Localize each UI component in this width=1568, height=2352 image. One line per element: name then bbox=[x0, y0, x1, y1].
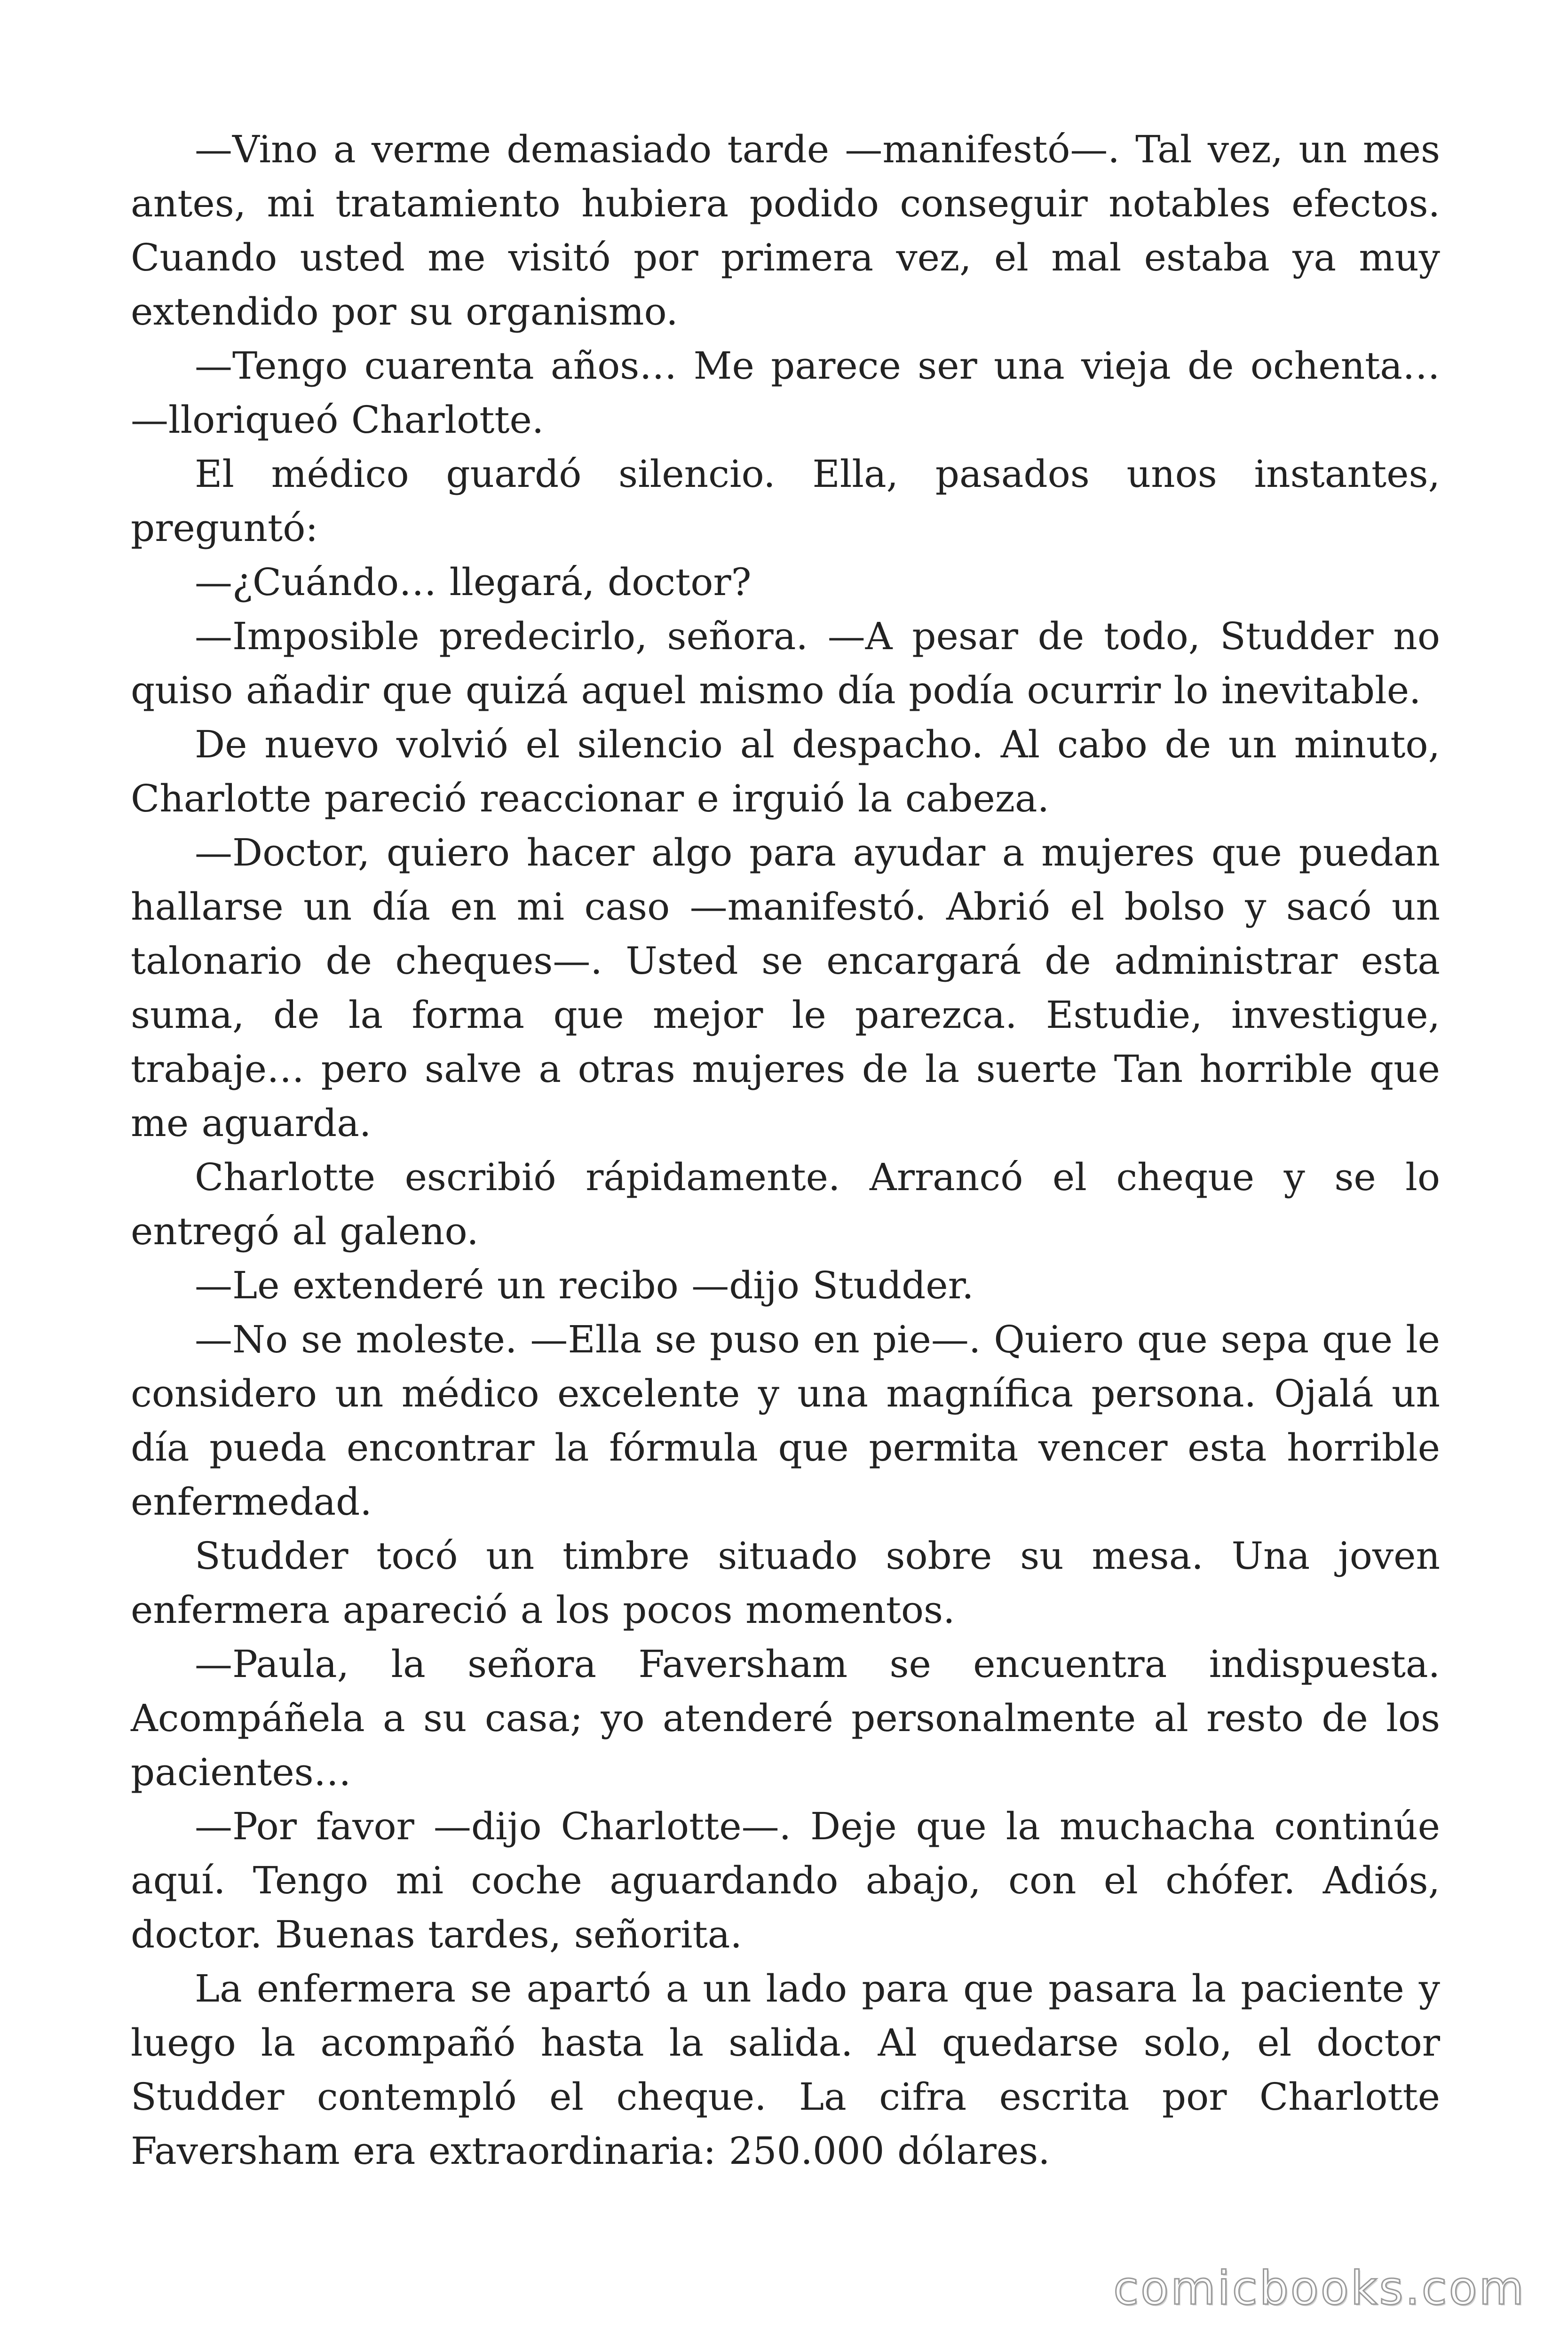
watermark: comicbooks.com bbox=[1113, 2262, 1526, 2315]
paragraph-8: Charlotte escribió rápidamente. Arrancó el cheque y se lo entregó al galeno. bbox=[131, 1155, 1440, 1253]
paragraph-12: —Paula, la señora Faversham se encuentra indispuesta. Acompáñela a su casa; yo atenderé personalmente al resto de los pacientes… bbox=[131, 1642, 1440, 1794]
paragraph-5: —Imposible predecirlo, señora. —A pesar de todo, Studder no quiso añadir que quizá aquel mismo día podía ocurrir lo inevitable. bbox=[131, 614, 1440, 712]
paragraph-7: —Doctor, quiero hacer algo para ayudar a mujeres que puedan hallarse un día en mi caso —manifestó. Abrió el bolso y sacó un talonario de cheques—. Usted se encargará de administrar esta suma, de la forma que mejor le parezca. Estudie, investigue, trabaje… pero salve a otras mujeres de la suerte Tan horrible que me aguarda. bbox=[131, 831, 1440, 1145]
paragraph-4: —¿Cuándo… llegará, doctor? bbox=[195, 560, 752, 604]
paragraph-3: El médico guardó silencio. Ella, pasados unos instantes, preguntó: bbox=[131, 452, 1440, 550]
paragraph-9: —Le extenderé un recibo —dijo Studder. bbox=[195, 1263, 974, 1307]
paragraph-1: —Vino a verme demasiado tarde —manifestó—. Tal vez, un mes antes, mi tratamiento hubiera podido conseguir notables efectos. Cuando usted me visitó por primera vez, el mal estaba ya muy extendido por su organismo. bbox=[131, 127, 1440, 334]
page-body-text bbox=[131, 122, 1440, 2178]
paragraph-6: De nuevo volvió el silencio al despacho. Al cabo de un minuto, Charlotte pareció reaccionar e irguió la cabeza. bbox=[131, 723, 1440, 820]
paragraph-2: —Tengo cuarenta años… Me parece ser una vieja de ochenta… —lloriqueó Charlotte. bbox=[131, 344, 1440, 442]
paragraph-10: —No se moleste. —Ella se puso en pie—. Quiero que sepa que le considero un médico excelente y una magnífica persona. Ojalá un día pueda encontrar la fórmula que permita vencer esta horrible enfermedad. bbox=[131, 1318, 1440, 1524]
paragraph-14: La enfermera se apartó a un lado para que pasara la paciente y luego la acompañó hasta la salida. Al quedarse solo, el doctor Studder contempló el cheque. La cifra escrita por Charlotte Faversham era extraordinaria: 250.000 dólares. bbox=[131, 1967, 1440, 2173]
paragraph-11: Studder tocó un timbre situado sobre su mesa. Una joven enfermera apareció a los pocos momentos. bbox=[131, 1534, 1440, 1632]
paragraph-13: —Por favor —dijo Charlotte—. Deje que la muchacha continúe aquí. Tengo mi coche aguardando abajo, con el chófer. Adiós, doctor. Buenas tardes, señorita. bbox=[131, 1804, 1440, 1956]
